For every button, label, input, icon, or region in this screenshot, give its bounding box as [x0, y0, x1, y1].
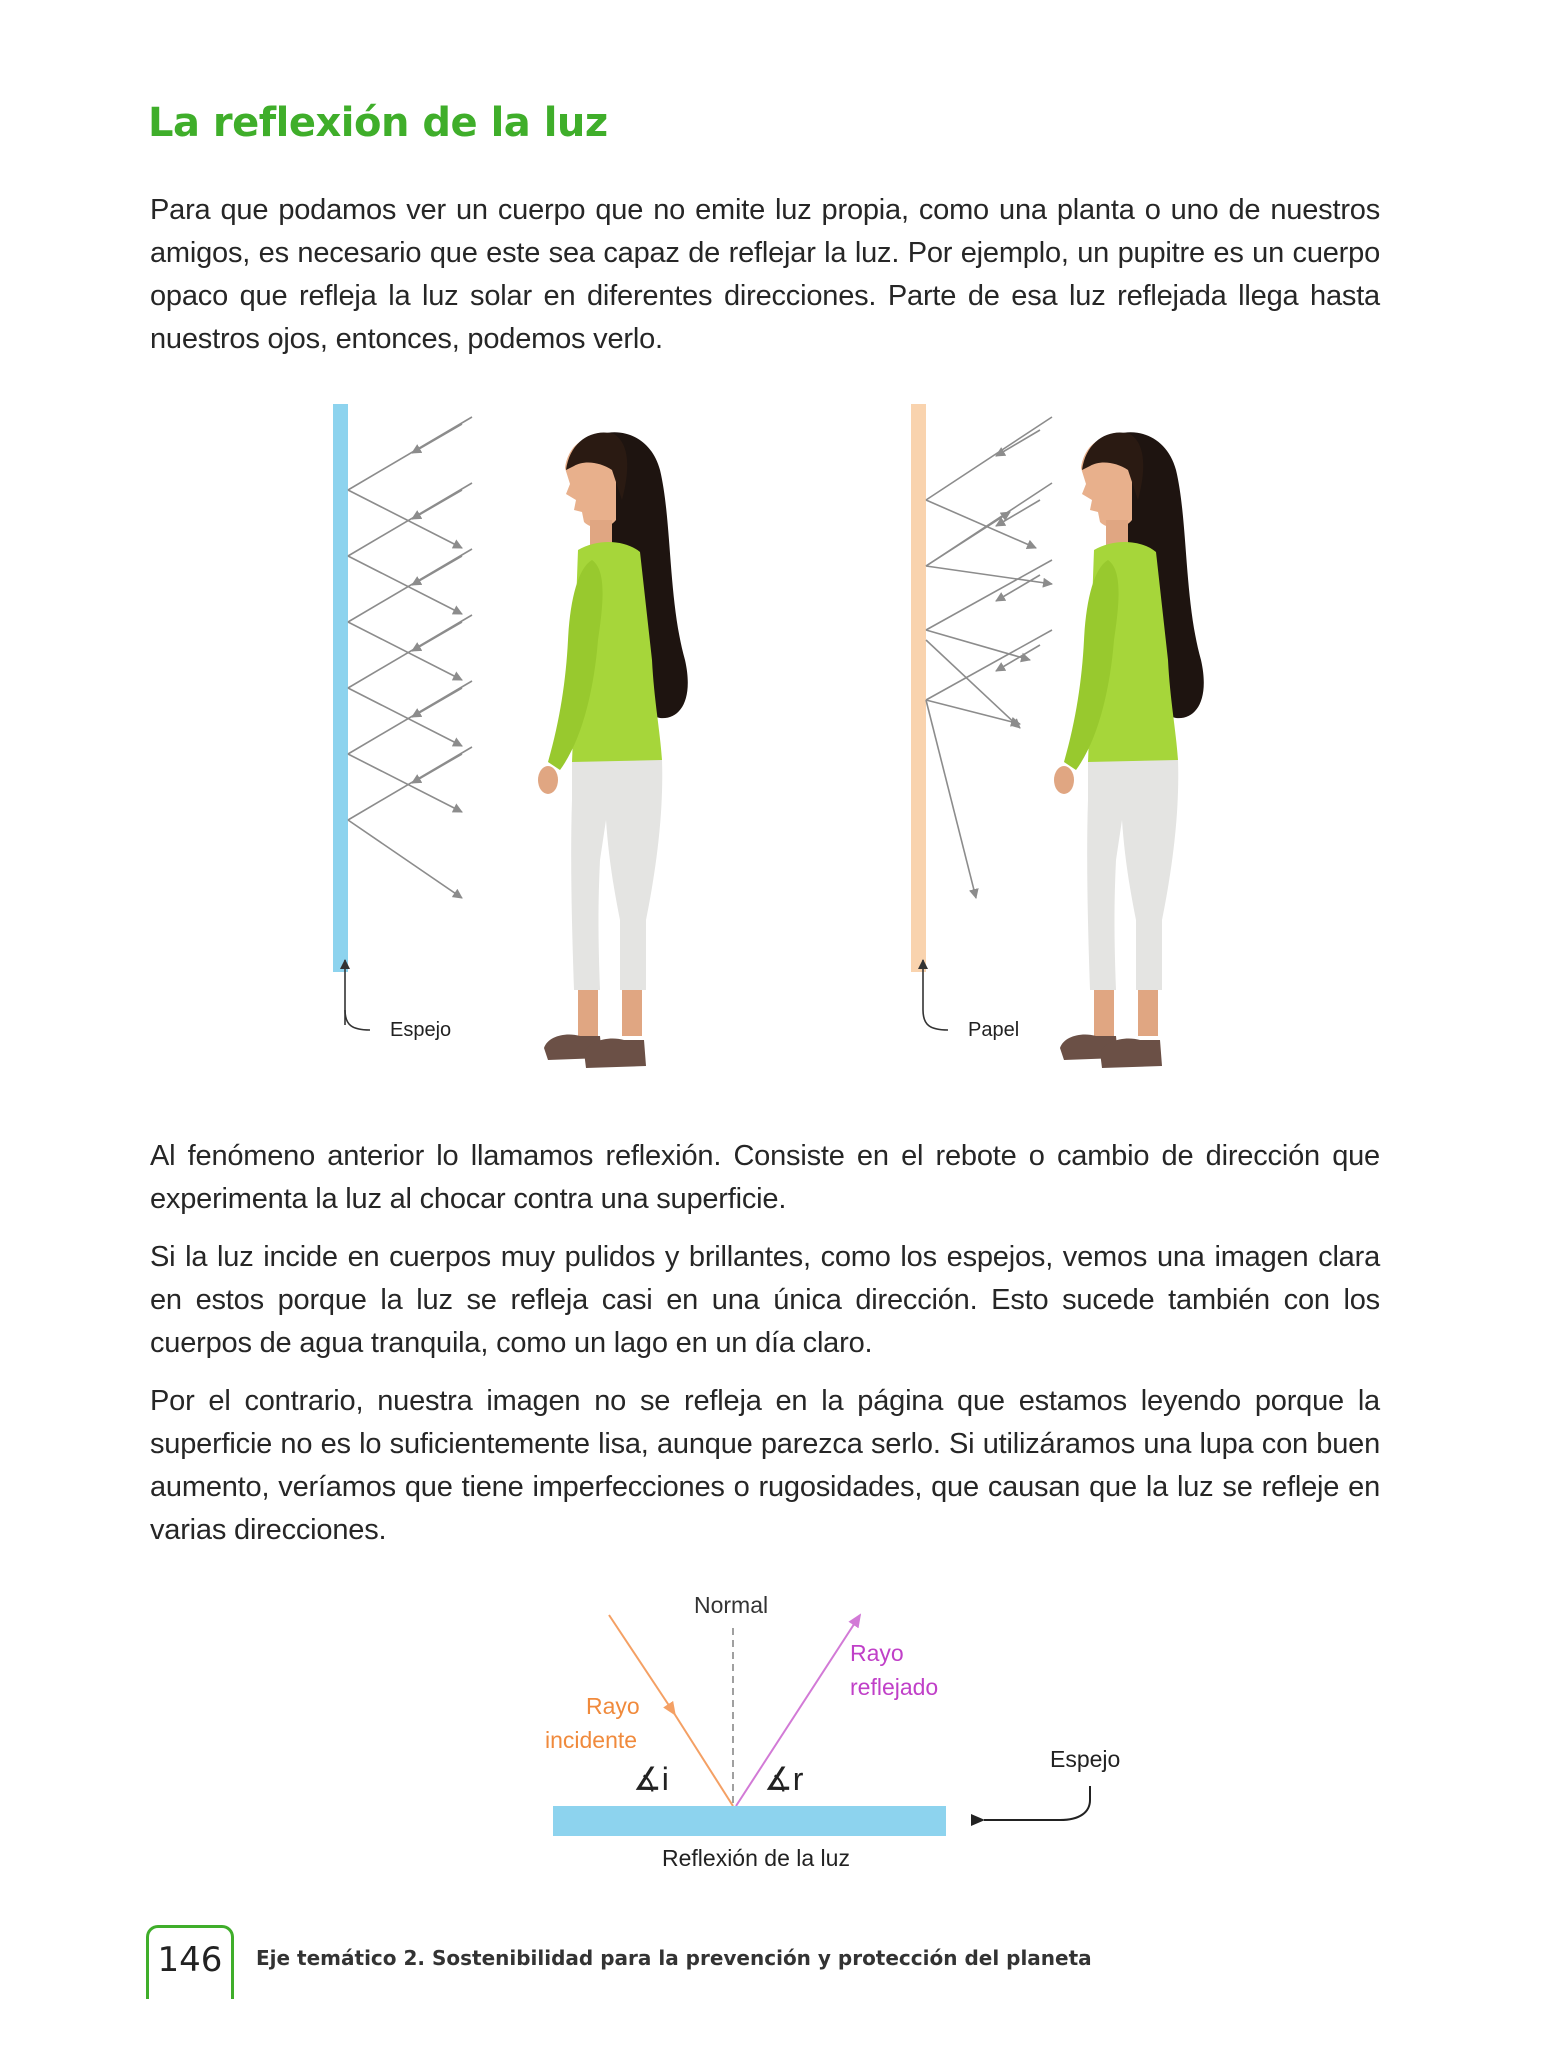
espejo-label: Espejo [390, 1019, 452, 1041]
papel-label: Papel [968, 1019, 1020, 1041]
page-title: La reflexión de la luz [148, 100, 608, 146]
incident-label-line2: incidente [545, 1727, 638, 1753]
espejo-diagram-pointer [984, 1786, 1090, 1820]
intro-paragraph: Para que podamos ver un cuerpo que no emite luz propia, como una planta o uno de nuestros amigos, es necesario que este sea capaz de reflejar la luz. Por ejemplo, un pupitre es un cuerpo opaco que refleja la luz solar en diferentes direcciones. Parte de esa luz reflejada llega hasta nuestros ojos, entonces, podemos verlo. [150, 194, 1380, 355]
definition-paragraph: Al fenómeno anterior lo llamamos reflexión. Consiste en el rebote o cambio de dirección que experimenta la luz al chocar contra una superficie. [150, 1140, 1380, 1215]
mirror-surface [553, 1806, 946, 1836]
mirror-paragraph: Si la luz incide en cuerpos muy pulidos y brillantes, como los espejos, vemos una imagen clara en estos porque la luz se refleja casi en una única dirección. Esto sucede también con los cuerpos de agua tranquila, como un lago en un día claro. [150, 1241, 1380, 1359]
normal-label: Normal [694, 1592, 769, 1618]
espejo-diagram-label: Espejo [1050, 1746, 1121, 1772]
footer-section-title: Eje temático 2. Sostenibilidad para la prevención y protección del planeta [256, 1946, 1092, 1970]
diagram-caption: Reflexión de la luz [662, 1845, 850, 1871]
angle-incidence: ∡i [633, 1761, 669, 1797]
paper-paragraph: Por el contrario, nuestra imagen no se refleja en la página que estamos leyendo porque la superficie no es lo suficientemente lisa, aunque parezca serlo. Si utilizáramos una lupa con buen aumento, veríamos que tiene imperfecciones o rugosidades, que causan que la luz se refleje en varias direcciones. [150, 1385, 1380, 1546]
angle-reflection: ∡r [764, 1761, 804, 1797]
page-number: 146 [146, 1925, 234, 1999]
reflected-label-line1: Rayo [850, 1640, 904, 1666]
reflected-label-line2: reflejado [850, 1674, 939, 1700]
incident-label-line1: Rayo [586, 1693, 640, 1719]
